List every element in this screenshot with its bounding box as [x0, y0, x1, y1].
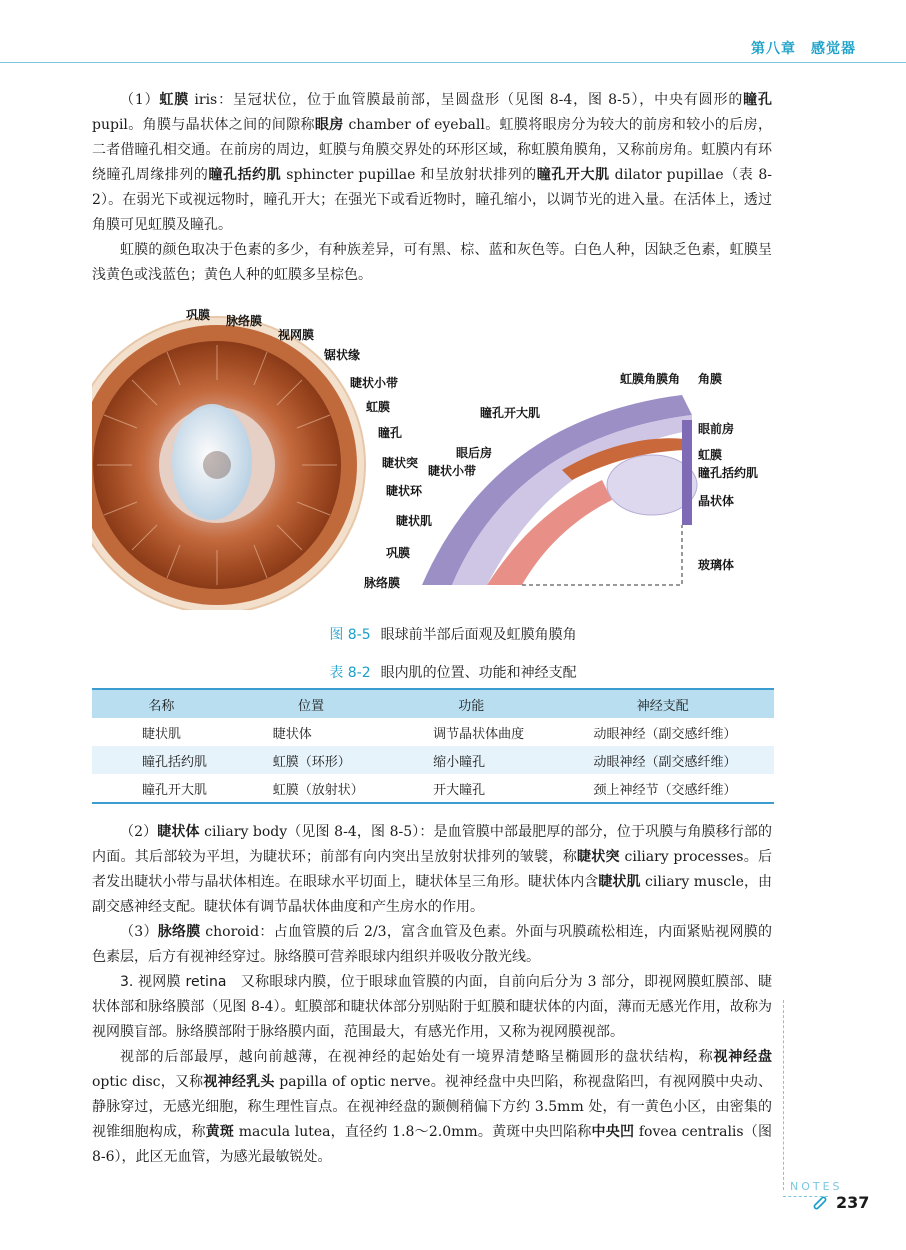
- label-sclera-left: 巩膜: [186, 308, 211, 322]
- paragraph-iris: （1）虹膜 iris：呈冠状位，位于血管膜最前部，呈圆盘形（见图 8-4，图 8-5），中央有圆形的瞳孔 pupil。角膜与晶状体之间的间隙称眼房 chamber of eyeball。虹膜将眼房分为较大的前房和较小的后房，二者借瞳孔相交通。在前房的周边，虹膜与角膜交界处的环形区域，称虹膜角膜角，又称前房角。虹膜内有环绕瞳孔周缘排列的瞳孔括约肌 sphincter pupillae 和呈放射状排列的瞳孔开大肌 dilator pupillae（表 8-2）。在弱光下或视远物时，瞳孔开大；在强光下或看近物时，瞳孔缩小，以调节光的进入量。在活体上，透过角膜可见虹膜及瞳孔。: [92, 92, 773, 233]
- label-zonule-left: 睫状小带: [350, 376, 399, 390]
- eye-illustration: [92, 300, 772, 610]
- chapter-title: 第八章 感觉器: [751, 41, 856, 57]
- table-header: 功能: [391, 689, 551, 718]
- table-header: 神经支配: [551, 689, 774, 718]
- label-retina-left: 视网膜: [278, 328, 315, 342]
- label-iris-right: 虹膜: [698, 448, 723, 462]
- notes-rule-vertical: [783, 1000, 784, 1190]
- figure-eye-anterior: [92, 300, 772, 610]
- label-ciliary-muscle: 睫状肌: [396, 514, 433, 528]
- page-number: 237: [836, 1193, 870, 1212]
- table-row: 瞳孔括约肌 虹膜（环形） 缩小瞳孔 动眼神经（副交感纤维）: [92, 746, 774, 774]
- label-ciliary-ring: 睫状环: [386, 484, 423, 498]
- label-vitreous: 玻璃体: [698, 558, 735, 572]
- label-cornea: 角膜: [698, 372, 723, 386]
- table-header: 位置: [231, 689, 391, 718]
- paragraph-optic-disc: 视部的后部最厚，越向前越薄，在视神经的起始处有一境界清楚略呈椭圆形的盘状结构，称视神经盘 optic disc，又称视神经乳头 papilla of optic nerve。视神经盘中央凹陷，称视盘陷凹，有视网膜中央动、静脉穿过，无感光细胞，称生理性盲点。在视神经盘的颞侧稍偏下方约 3.5mm 处，有一黄色小区，由密集的视锥细胞构成，称黄斑 macula lutea，直径约 1.8～2.0mm。黄斑中央凹陷称中央凹 fovea centralis（图 8-6），此区无血管，为感光最敏锐处。: [92, 1049, 773, 1165]
- header-rule: [0, 62, 906, 63]
- label-iridocorneal-angle: 虹膜角膜角: [620, 372, 681, 386]
- label-dilator: 瞳孔开大肌: [480, 406, 541, 420]
- label-pupil: 瞳孔: [378, 426, 403, 440]
- label-sclera-right: 巩膜: [386, 546, 411, 560]
- table-row: 瞳孔开大肌 虹膜（放射状） 开大瞳孔 颈上神经节（交感纤维）: [92, 774, 774, 803]
- label-choroid-left: 脉络膜: [226, 314, 263, 328]
- paragraph-retina: 3. 视网膜 retina 又称眼球内膜，位于眼球血管膜的内面，自前向后分为 3 部分，即视网膜虹膜部、睫状体部和脉络膜部（见图 8-4）。虹膜部和睫状体部分别贴附于虹膜和睫状体的内面，薄而无感光作用，故称为视网膜盲部。脉络膜部附于脉络膜内面，范围最大，有感光作用，又称为视网膜视部。: [92, 974, 772, 1040]
- label-choroid-right: 脉络膜: [364, 576, 401, 590]
- label-sphincter: 瞳孔括约肌: [698, 466, 759, 480]
- label-zonule-right: 睫状小带: [428, 464, 477, 478]
- table-caption: 表 8-2 眼内肌的位置、功能和神经支配: [329, 665, 577, 681]
- figure-caption: 图 8-5 眼球前半部后面观及虹膜角膜角: [329, 627, 577, 643]
- label-ciliary-process: 睫状突: [382, 456, 419, 470]
- label-anterior-chamber: 眼前房: [698, 422, 735, 436]
- label-lens: 晶状体: [698, 494, 735, 508]
- notes-label: NOTES: [790, 1180, 843, 1193]
- paragraph-choroid: （3）脉络膜 choroid：占血管膜的后 2/3，富含血管及色素。外面与巩膜疏松相连，内面紧贴视网膜的色素层，后方有视神经穿过。脉络膜可营养眼球内组织并吸收分散光线。: [92, 924, 772, 965]
- paragraph-iris-color: 虹膜的颜色取决于色素的多少，有种族差异，可有黑、棕、蓝和灰色等。白色人种，因缺乏色素，虹膜呈浅黄色或浅蓝色；黄色人种的虹膜多呈棕色。: [92, 242, 772, 283]
- label-iris-left: 虹膜: [366, 400, 391, 414]
- table-row: 睫状肌 睫状体 调节晶状体曲度 动眼神经（副交感纤维）: [142, 726, 737, 742]
- label-ora-serrata: 锯状缘: [324, 348, 361, 362]
- label-posterior-chamber: 眼后房: [456, 446, 493, 460]
- paperclip-icon: [810, 1192, 830, 1212]
- paragraph-ciliary-body: （2）睫状体 ciliary body（见图 8-4，图 8-5）：是血管膜中部最肥厚的部分，位于巩膜与角膜移行部的内面。其后部较为平坦，为睫状环；前部有向内突出呈放射状排列的皱襞，称睫状突 ciliary processes。后者发出睫状小带与晶状体相连。在眼球水平切面上，睫状体呈三角形。睫状体内含睫状肌 ciliary muscle，由副交感神经支配。睫状体有调节晶状体曲度和产生房水的作用。: [92, 824, 773, 915]
- table-header: 名称: [92, 689, 231, 718]
- intraocular-muscle-table: [92, 688, 774, 804]
- iridocorneal-angle-section: [422, 395, 697, 585]
